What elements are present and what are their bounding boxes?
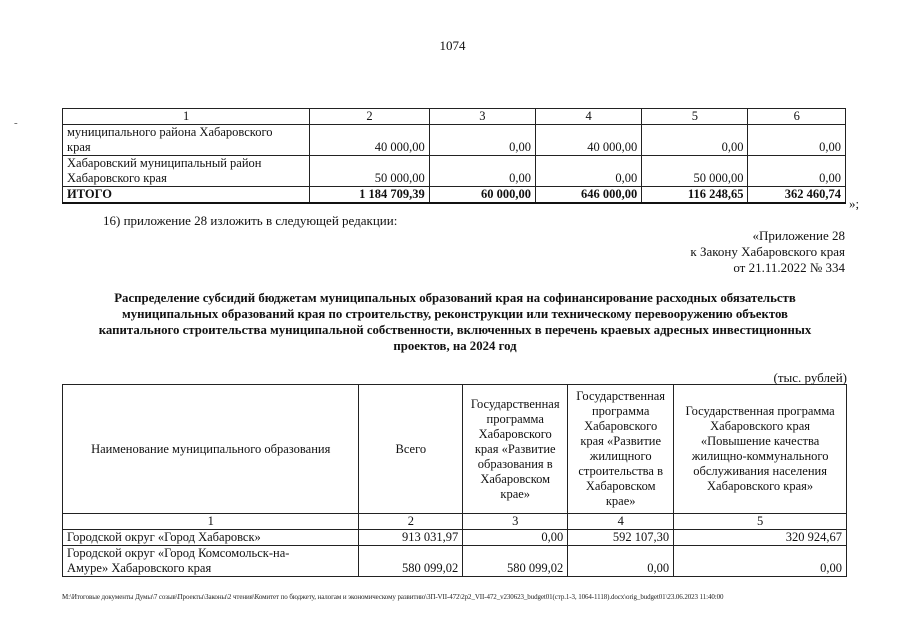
title-line2: муниципальных образований края по строительству, реконструкции или техническому перевооружению объектов bbox=[122, 307, 788, 321]
cell-value: 50 000,00 bbox=[310, 156, 429, 187]
row-name-line2: Хабаровского края bbox=[67, 171, 167, 185]
total-value: 646 000,00 bbox=[535, 187, 641, 204]
cell-value: 0,00 bbox=[463, 530, 568, 546]
col-number: 5 bbox=[674, 514, 847, 530]
column-number-row bbox=[63, 514, 847, 530]
cell-value: 0,00 bbox=[642, 125, 748, 156]
cell-value: 0,00 bbox=[535, 156, 641, 187]
table-row bbox=[63, 546, 847, 577]
appendix-line1: «Приложение 28 bbox=[752, 228, 845, 243]
cell-value: 592 107,30 bbox=[568, 530, 674, 546]
col-number: 2 bbox=[359, 514, 463, 530]
row-name bbox=[63, 156, 310, 187]
header-program-education: Государственная программа Хабаровского края «Развитие образования в Хабаровском крае» bbox=[463, 385, 568, 514]
cell-value: 0,00 bbox=[429, 125, 535, 156]
col-header-1: 1 bbox=[63, 109, 310, 125]
cell-value: 0,00 bbox=[674, 546, 847, 577]
total-value: 1 184 709,39 bbox=[310, 187, 429, 204]
cell-value: 0,00 bbox=[748, 125, 846, 156]
cell-value: 580 099,02 bbox=[359, 546, 463, 577]
row-name-line2: края bbox=[67, 140, 91, 154]
cell-value: 0,00 bbox=[748, 156, 846, 187]
appendix-line3: от 21.11.2022 № 334 bbox=[733, 260, 845, 275]
page-number: 1074 bbox=[439, 38, 466, 53]
unit-label: (тыс. рублей) bbox=[773, 370, 847, 385]
title-line3: капитального строительства муниципальной собственности, включенных в перечень краевых адресных инвестиционных bbox=[98, 323, 812, 337]
row-name-line1: Хабаровский муниципальный район bbox=[67, 156, 262, 170]
appendix-line2: к Закону Хабаровского края bbox=[690, 244, 845, 259]
col-header-5: 5 bbox=[642, 109, 748, 125]
total-label: ИТОГО bbox=[63, 187, 310, 204]
total-value: 362 460,74 bbox=[748, 187, 846, 204]
table-continuation bbox=[62, 108, 846, 204]
amendment-paragraph: 16) приложение 28 изложить в следующей редакции: bbox=[103, 213, 398, 228]
subsidy-table bbox=[62, 384, 847, 577]
cell-value: 0,00 bbox=[568, 546, 674, 577]
row-name-line2: Амуре» Хабаровского края bbox=[67, 561, 212, 575]
table-header-row bbox=[63, 385, 847, 514]
title-line4: проектов, на 2024 год bbox=[393, 339, 517, 353]
header-name: Наименование муниципального образования bbox=[63, 385, 359, 514]
row-name bbox=[63, 546, 359, 577]
table-row bbox=[63, 156, 846, 187]
document-title bbox=[60, 290, 850, 354]
cell-value: 50 000,00 bbox=[642, 156, 748, 187]
row-name bbox=[63, 125, 310, 156]
header-program-housing: Государственная программа Хабаровского края «Развитие жилищного строительства в Хабаровском крае» bbox=[568, 385, 674, 514]
cell-value: 913 031,97 bbox=[359, 530, 463, 546]
header-total: Всего bbox=[359, 385, 463, 514]
header-program-utilities: Государственная программа Хабаровского края «Повышение качества жилищно-коммунального обслуживания населения Хабаровского края» bbox=[674, 385, 847, 514]
total-value: 116 248,65 bbox=[642, 187, 748, 204]
cell-value: 580 099,02 bbox=[463, 546, 568, 577]
col-number: 1 bbox=[63, 514, 359, 530]
col-header-3: 3 bbox=[429, 109, 535, 125]
appendix-reference bbox=[690, 228, 845, 276]
cell-value: 320 924,67 bbox=[674, 530, 847, 546]
col-number: 3 bbox=[463, 514, 568, 530]
col-number: 4 bbox=[568, 514, 674, 530]
margin-mark: - bbox=[14, 117, 18, 129]
total-row bbox=[63, 187, 846, 204]
col-header-6: 6 bbox=[748, 109, 846, 125]
file-path-footer: M:\Итоговые документы Думы\7 созыв\Проекты\Законы\2 чтения\Комитет по бюджету, налогам и экономическому развитию\3П-VII-472\2р2_VII-472_v230623_budget01(стр.1-3, 1064-1118).docx\orig_budget01\23.06.2023 11:40:00 bbox=[62, 593, 724, 601]
total-value: 60 000,00 bbox=[429, 187, 535, 204]
row-name-line1: Городской округ «Город Комсомольск-на- bbox=[67, 546, 290, 560]
col-header-2: 2 bbox=[310, 109, 429, 125]
table-row bbox=[63, 530, 847, 546]
col-header-4: 4 bbox=[535, 109, 641, 125]
closing-quote: »; bbox=[849, 196, 860, 211]
title-line1: Распределение субсидий бюджетам муниципальных образований края на софинансирование расходных обязательств bbox=[114, 291, 796, 305]
cell-value: 0,00 bbox=[429, 156, 535, 187]
table-row bbox=[63, 125, 846, 156]
table-header-row bbox=[63, 109, 846, 125]
cell-value: 40 000,00 bbox=[535, 125, 641, 156]
cell-value: 40 000,00 bbox=[310, 125, 429, 156]
row-name-line1: муниципального района Хабаровского bbox=[67, 125, 273, 139]
row-name: Городской округ «Город Хабаровск» bbox=[63, 530, 359, 546]
